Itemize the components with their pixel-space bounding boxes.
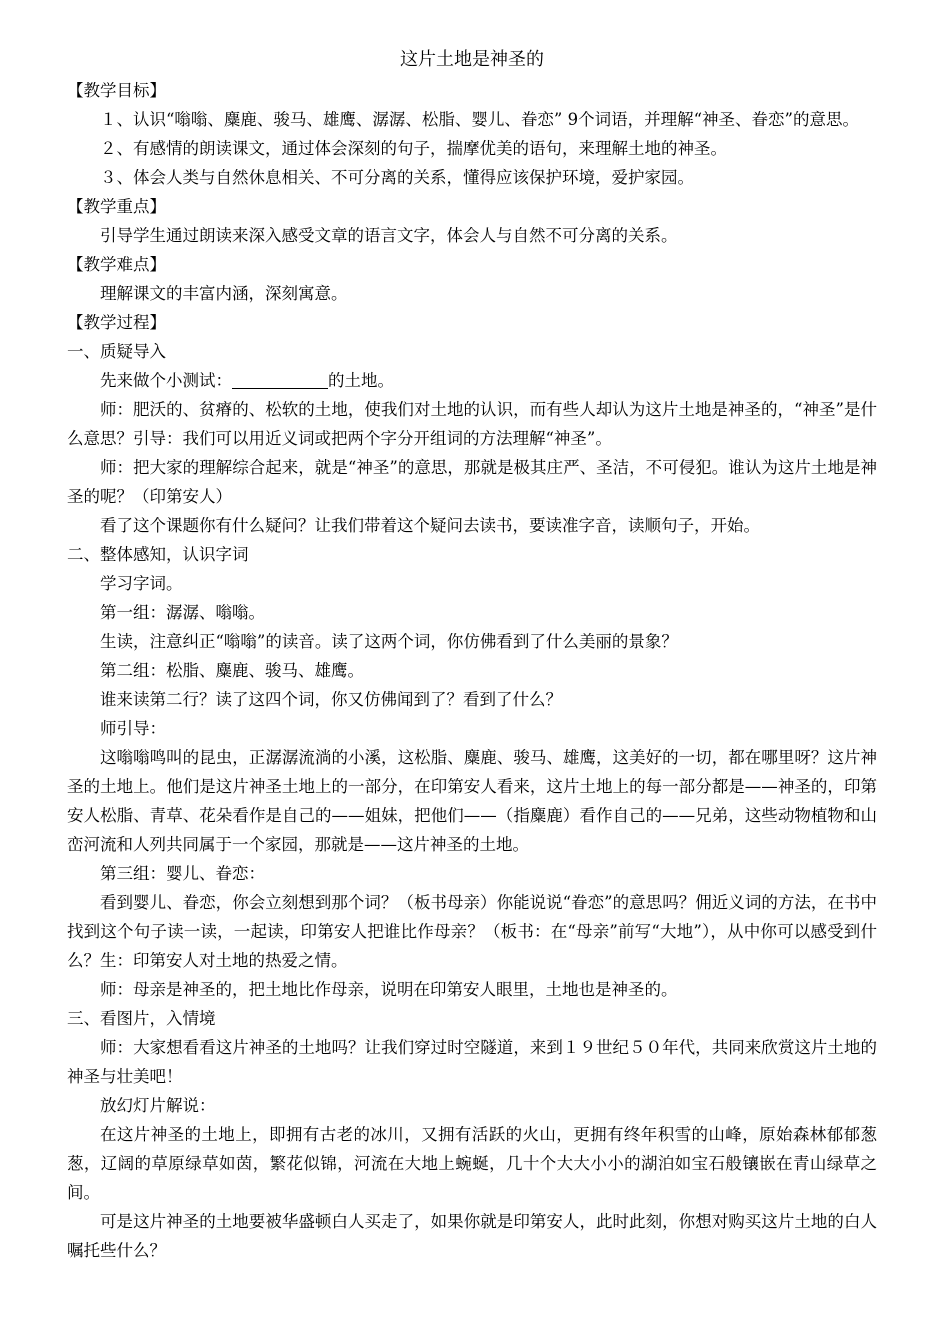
- document-page: [67, 44, 877, 1265]
- section2-paragraph-10: 师：母亲是神圣的，把土地比作母亲，说明在印第安人眼里，土地也是神圣的。: [100, 980, 678, 999]
- section2-paragraph-8: 第三组：婴儿、眷恋：: [100, 864, 265, 883]
- goal-item-3: ３、体会人类与自然休息相关、不可分离的关系，懂得应该保护环境，爱护家园。: [100, 168, 694, 187]
- goal-item-2: ２、有感情的朗读课文，通过体会深刻的句子，揣摩优美的语句，来理解土地的神圣。: [100, 139, 727, 158]
- section2-paragraph-6: 师引导：: [100, 719, 166, 738]
- difficulties-heading: 【教学难点】: [67, 255, 166, 274]
- difficulties-text: 理解课文的丰富内涵，深刻寓意。: [100, 284, 348, 303]
- section3-paragraph-2: 放幻灯片解说：: [100, 1096, 216, 1115]
- section2-paragraph-4: 第二组：松脂、麋鹿、骏马、雄鹰。: [100, 661, 364, 680]
- section3-paragraph-4: 可是这片神圣的土地要被华盛顿白人买走了，如果你就是印第安人，此时此刻，你想对购买这片土地的白人嘱托些什么？: [67, 1212, 877, 1260]
- quiz-line: [67, 366, 877, 395]
- section3-paragraph-3: 在这片神圣的土地上，即拥有古老的冰川，又拥有活跃的火山，更拥有终年积雪的山峰，原始森林郁郁葱葱，辽阔的草原绿草如茵，繁花似锦，河流在大地上蜿蜒，几十个大大小小的湖泊如宝石般镶嵌在青山绿草之间。: [67, 1125, 877, 1202]
- quiz-blank: [232, 370, 328, 389]
- section2-paragraph-5: 谁来读第二行？读了这四个词，你又仿佛闻到了？看到了什么？: [100, 690, 562, 709]
- key-points-heading: 【教学重点】: [67, 197, 166, 216]
- goals-heading: 【教学目标】: [67, 81, 166, 100]
- process-heading: 【教学过程】: [67, 313, 166, 332]
- section2-paragraph-1: 学习字词。: [100, 574, 183, 593]
- quiz-after: 的土地。: [328, 371, 394, 390]
- key-points-text: 引导学生通过朗读来深入感受文章的语言文字，体会人与自然不可分离的关系。: [100, 226, 678, 245]
- section1-heading: 一、质疑导入: [67, 342, 166, 361]
- section2-heading: 二、整体感知，认识字词: [67, 545, 249, 564]
- quiz-before: 先来做个小测试：: [100, 371, 232, 390]
- section2-paragraph-7: 这嗡嗡鸣叫的昆虫，正潺潺流淌的小溪，这松脂、麋鹿、骏马、雄鹰，这美好的一切，都在哪里呀？这片神圣的土地上。他们是这片神圣土地上的一部分，在印第安人看来，这片土地上的每一部分都是——神圣的，印第安人松脂、青草、花朵看作是自己的——姐妹，把他们——（指麋鹿）看作自己的——兄弟，这些动物植物和山峦河流和人列共同属于一个家园，那就是——这片神圣的土地。: [67, 748, 877, 854]
- section2-paragraph-3: 生读，注意纠正“嗡嗡”的读音。读了这两个词，你仿佛看到了什么美丽的景象？: [100, 632, 678, 651]
- section1-paragraph-3: 看了这个课题你有什么疑问？让我们带着这个疑问去读书，要读准字音，读顺句子，开始。: [100, 516, 760, 535]
- section2-paragraph-2: 第一组：潺潺、嗡嗡。: [100, 603, 265, 622]
- section3-paragraph-1: 师：大家想看看这片神圣的土地吗？让我们穿过时空隧道，来到１９世纪５０年代，共同来欣赏这片土地的神圣与壮美吧！: [67, 1038, 877, 1086]
- section3-heading: 三、看图片，入情境: [67, 1009, 216, 1028]
- document-title: 这片土地是神圣的: [400, 49, 544, 70]
- goal-item-1: １、认识“嗡嗡、麋鹿、骏马、雄鹰、潺潺、松脂、婴儿、眷恋” 9个词语，并理解“神圣、眷恋”的意思。: [100, 110, 859, 129]
- section1-paragraph-1: 师：肥沃的、贫瘠的、松软的土地，使我们对土地的认识，而有些人却认为这片土地是神圣的，“神圣”是什么意思？引导：我们可以用近义词或把两个字分开组词的方法理解“神圣”。: [67, 400, 877, 448]
- section1-paragraph-2: 师：把大家的理解综合起来，就是“神圣”的意思，那就是极其庄严、圣洁，不可侵犯。谁认为这片土地是神圣的呢？（印第安人）: [67, 458, 877, 506]
- section2-paragraph-9: 看到婴儿、眷恋，你会立刻想到那个词？（板书母亲）你能说说“眷恋”的意思吗？佣近义词的方法，在书中找到这个句子读一读，一起读，印第安人把谁比作母亲？（板书：在“母亲”前写“大地”），从中你可以感受到什么？生：印第安人对土地的热爱之情。: [67, 893, 877, 970]
